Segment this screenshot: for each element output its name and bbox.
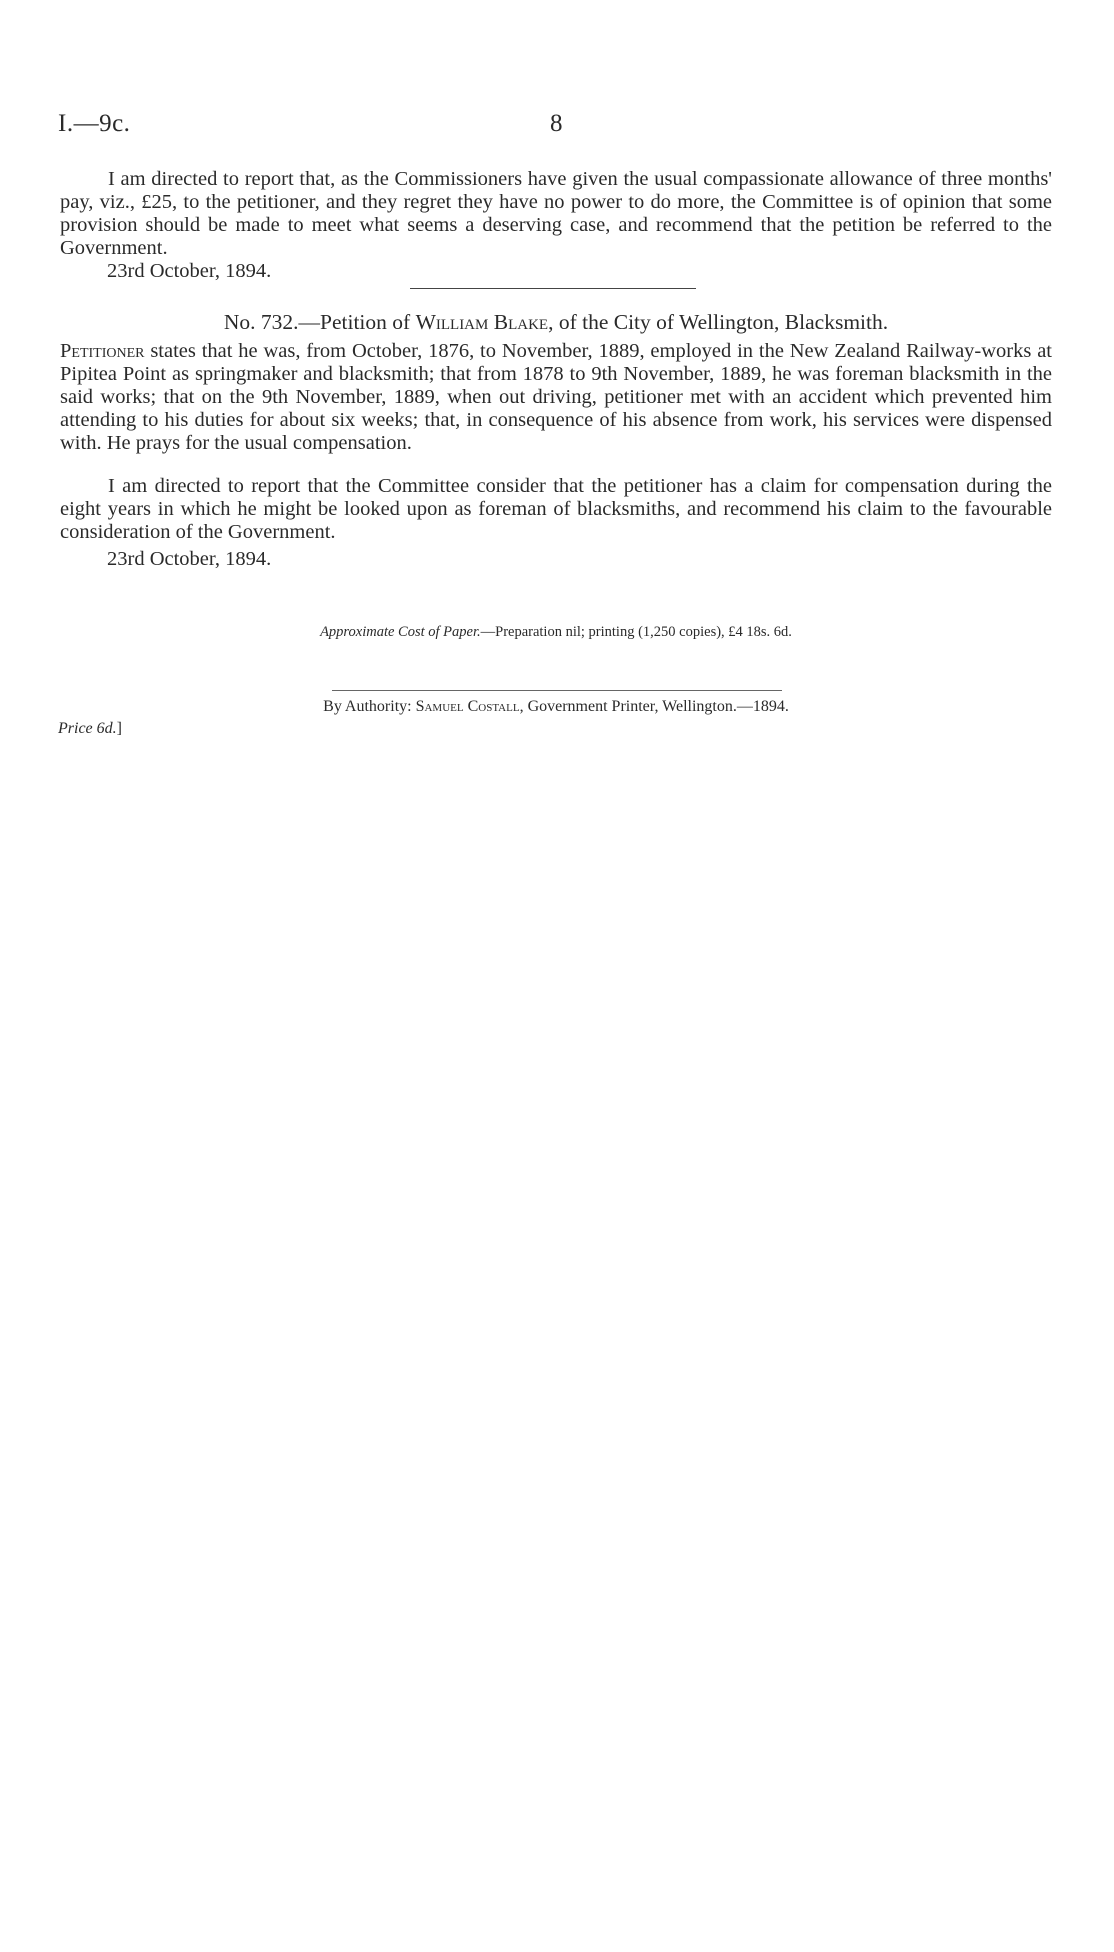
petition-title <box>60 310 1052 334</box>
petition-title-suffix: , of the City of Wellington, Blacksmith. <box>548 310 889 334</box>
petition-statement <box>60 340 1052 455</box>
cost-label: Approximate Cost of Paper. <box>320 624 481 640</box>
authority-suffix: , Government Printer, Wellington.—1894. <box>519 698 789 715</box>
petitioner-lead-word: Petitioner <box>60 340 145 362</box>
authority-line <box>60 698 1052 716</box>
footer-divider <box>332 690 782 691</box>
report-paragraph-1: I am directed to report that, as the Commissioners have given the usual compassionate allowance of three months' pay, viz., £25, to the petitioner, and they regret they have no power to do more, the Committee is of opinion that some provision should be made to meet what seems a deserving case, and recommend that the petition be referred to the Government. <box>60 168 1052 259</box>
document-reference: I.—9c. <box>58 110 131 137</box>
price-text: Price 6d. <box>58 720 117 737</box>
report-date-2: 23rd October, 1894. <box>107 548 272 570</box>
cost-of-paper-line <box>60 624 1052 641</box>
cost-text: —Preparation nil; printing (1,250 copies), £4 18s. 6d. <box>480 624 792 640</box>
page-number: 8 <box>550 110 563 137</box>
section-divider <box>410 288 696 289</box>
printer-name: Samuel Costall <box>415 698 520 715</box>
petition-statement-text: states that he was, from October, 1876, to November, 1889, employed in the New Zealand Railway-works at Pipitea Point as springmaker and blacksmith; that from 1878 to 9th November, 1889, he was foreman blacksmith in the said works; that on the 9th November, 1889, when out driving, petitioner met with an accident which prevented him attending to his duties for about six weeks; that, in consequence of his absence from work, his services were dispensed with. He prays for the usual compensation. <box>60 340 1052 454</box>
price-note <box>58 720 122 738</box>
petitioner-name: William Blake <box>415 310 549 334</box>
report-date-1: 23rd October, 1894. <box>107 260 272 282</box>
report-paragraph-2: I am directed to report that the Committee consider that the petitioner has a claim for compensation during the eight years in which he might be looked upon as foreman of blacksmiths, and recommend his claim to the favourable consideration of the Government. <box>60 475 1052 543</box>
price-bracket: ] <box>116 720 122 737</box>
authority-prefix: By Authority: <box>323 698 416 715</box>
petition-title-prefix: No. 732.—Petition of <box>223 310 416 334</box>
